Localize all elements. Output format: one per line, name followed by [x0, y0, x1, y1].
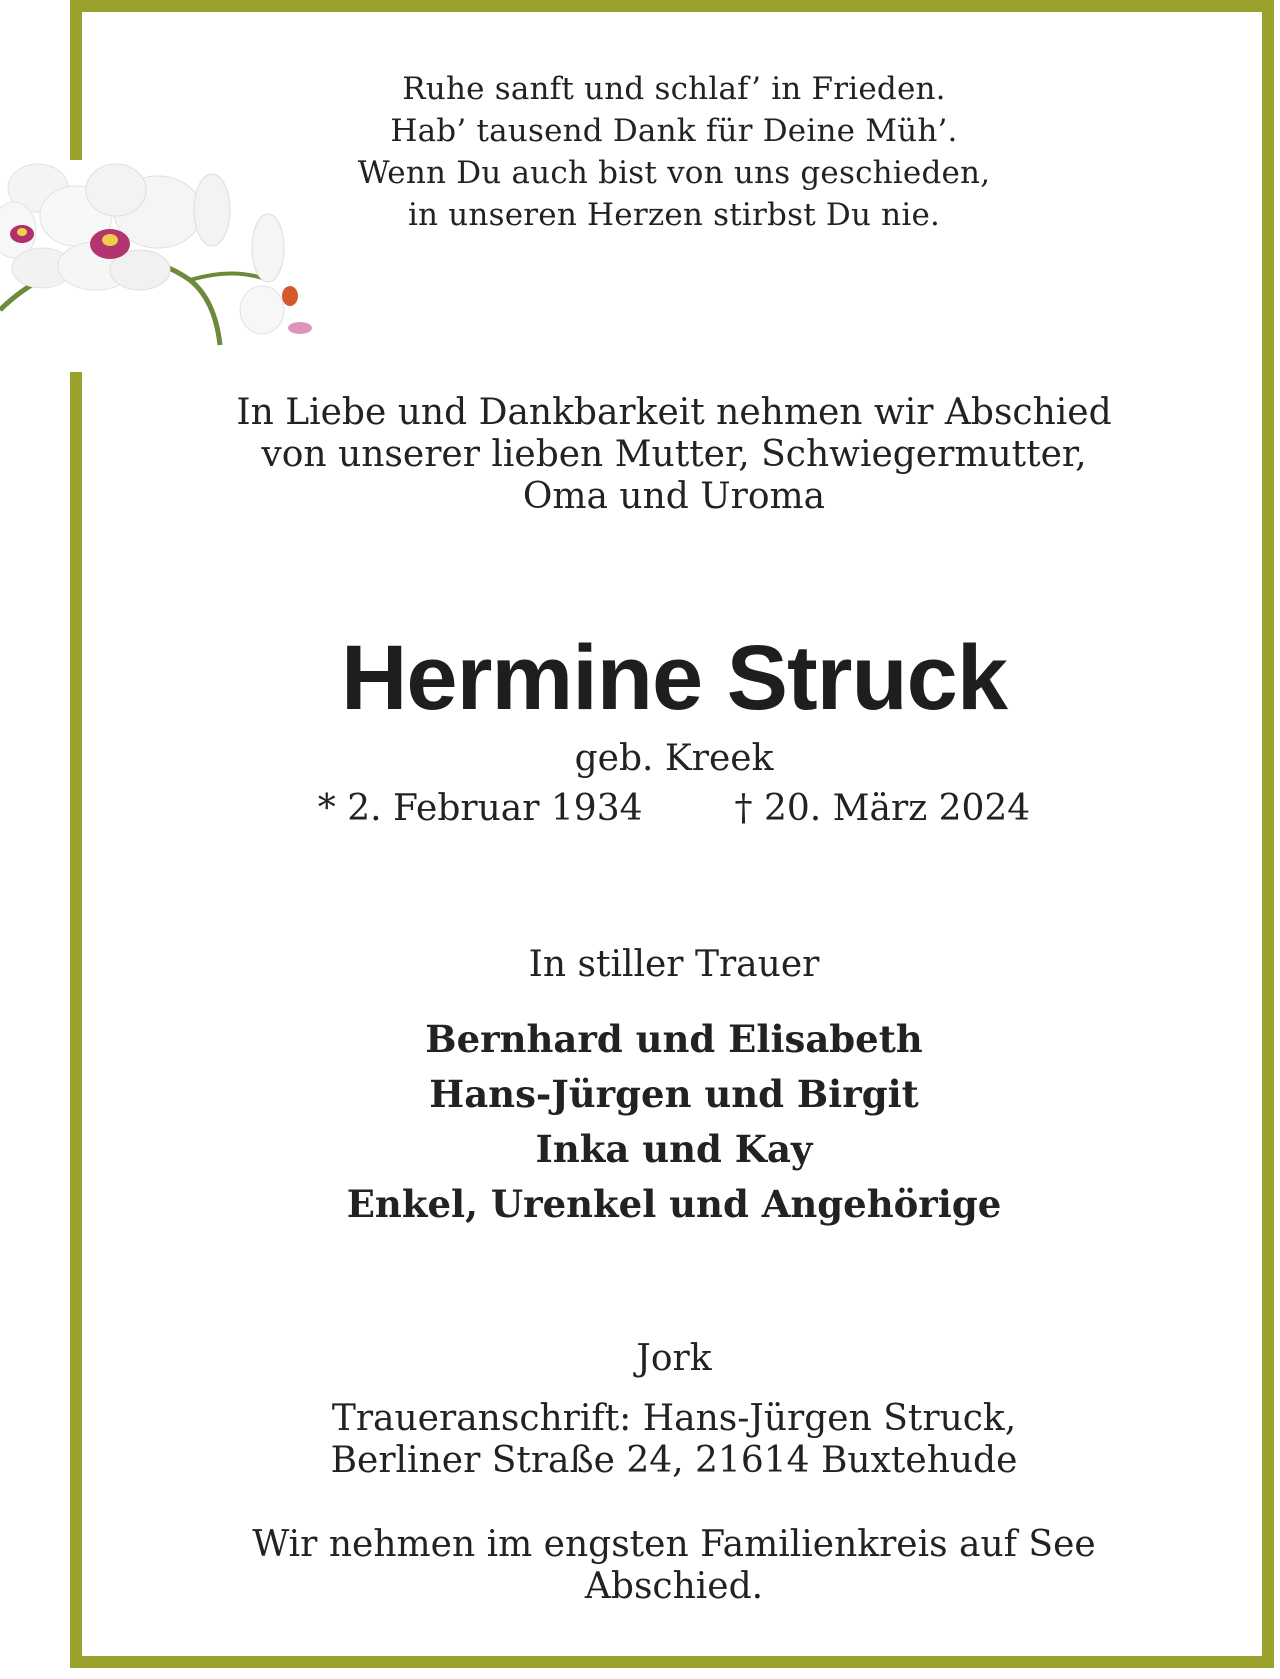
note-line: Wir nehmen im engsten Familienkreis auf See	[252, 1524, 1096, 1565]
poem-line: in unseren Herzen stirbst Du nie.	[407, 197, 941, 233]
maiden-name: geb. Kreek	[574, 738, 774, 779]
farewell-note	[82, 1524, 1266, 1608]
poem-line: Hab’ tausend Dank für Deine Müh’.	[390, 113, 958, 149]
address-line: Berliner Straße 24, 21614 Buxtehude	[330, 1440, 1018, 1481]
mourner-line: Bernhard und Elisabeth	[425, 1017, 923, 1061]
poem-line: Wenn Du auch bist von uns geschieden,	[357, 155, 991, 191]
life-dates	[82, 786, 1266, 832]
death-date: † 20. März 2024	[734, 788, 1031, 829]
poem	[82, 68, 1266, 236]
deceased-name: Hermine Struck	[340, 627, 1008, 729]
mourners-list	[82, 1012, 1266, 1232]
birth-date: * 2. Februar 1934	[317, 788, 643, 829]
mourner-line: Hans-Jürgen und Birgit	[429, 1072, 919, 1116]
intro-line: Oma und Uroma	[522, 476, 826, 517]
place: Jork	[636, 1338, 712, 1379]
address-line: Traueranschrift: Hans-Jürgen Struck,	[331, 1398, 1017, 1439]
intro-line: von unserer lieben Mutter, Schwiegermutter,	[261, 434, 1087, 475]
poem-line: Ruhe sanft und schlaf’ in Frieden.	[402, 71, 946, 107]
note-line: Abschied.	[584, 1566, 764, 1607]
mourner-line: Inka und Kay	[535, 1127, 813, 1171]
farewell-intro	[82, 392, 1266, 518]
mourning-address	[82, 1398, 1266, 1482]
mourning-heading: In stiller Trauer	[528, 944, 820, 985]
intro-line: In Liebe und Dankbarkeit nehmen wir Abschied	[236, 392, 1112, 433]
mourner-line: Enkel, Urenkel und Angehörige	[346, 1182, 1002, 1226]
